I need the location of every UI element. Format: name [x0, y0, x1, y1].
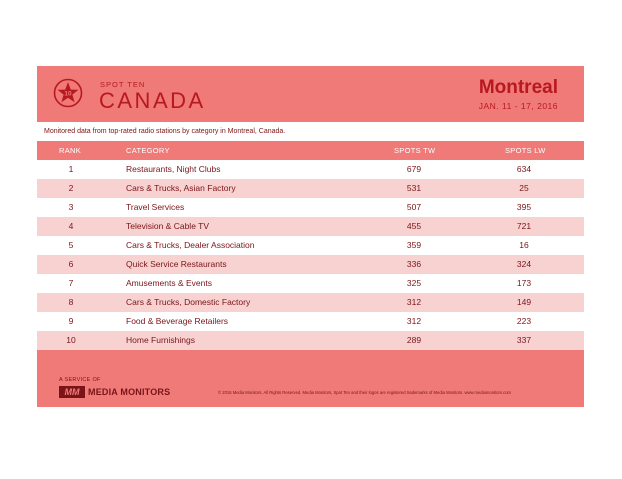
table-row [37, 198, 584, 217]
col-rank-header: RANK [59, 146, 82, 155]
category-cell: Restaurants, Night Clubs [126, 164, 221, 174]
media-monitors-logo [59, 385, 170, 399]
category-cell: Home Furnishings [126, 335, 195, 345]
description: Monitored data from top-rated radio stations by category in Montreal, Canada. [37, 122, 584, 141]
spots-tw-cell: 359 [406, 240, 422, 250]
category-cell: Quick Service Restaurants [126, 259, 227, 269]
mm-logo-name: MEDIA MONITORS [88, 387, 171, 397]
col-spots-lw-header: SPOTS LW [505, 146, 546, 155]
spots-lw-cell: 337 [516, 335, 532, 345]
report-card [37, 66, 584, 407]
spots-lw-cell: 634 [516, 164, 532, 174]
table-row [37, 255, 584, 274]
table-row [37, 179, 584, 198]
table-header [37, 141, 584, 160]
table-row [37, 312, 584, 331]
spots-lw-cell: 395 [516, 202, 532, 212]
spots-lw-cell: 173 [516, 278, 532, 288]
spots-lw-cell: 324 [516, 259, 532, 269]
rank-cell: 10 [66, 335, 76, 345]
brand-label: SPOT TEN [100, 80, 146, 89]
spots-lw-cell: 721 [516, 221, 532, 231]
category-cell: Cars & Trucks, Dealer Association [126, 240, 255, 250]
col-spots-tw-header: SPOTS TW [394, 146, 436, 155]
rank-cell: 9 [68, 316, 74, 326]
rank-cell: 1 [68, 164, 74, 174]
spots-lw-cell: 25 [519, 183, 529, 193]
spots-lw-cell: 149 [516, 297, 532, 307]
date-range: JAN. 11 - 17, 2016 [478, 101, 558, 111]
table-row [37, 331, 584, 350]
rank-cell: 5 [68, 240, 74, 250]
rank-cell: 4 [68, 221, 74, 231]
spots-lw-cell: 223 [516, 316, 532, 326]
spots-tw-cell: 312 [406, 297, 422, 307]
copyright-notice: © 2016 Media Monitors. All Rights Reserved. Media Monitors, Spot Ten and their logos are registered trademarks of Media Monitors. www.mediamonitors.com [218, 390, 512, 395]
spots-tw-cell: 336 [406, 259, 422, 269]
rank-cell: 3 [68, 202, 74, 212]
mm-logo-mark: MM [59, 386, 85, 398]
spots-tw-cell: 531 [406, 183, 422, 193]
category-cell: Cars & Trucks, Domestic Factory [126, 297, 251, 307]
table-row [37, 236, 584, 255]
spots-tw-cell: 325 [406, 278, 422, 288]
table-row [37, 160, 584, 179]
table-body [37, 160, 584, 350]
category-cell: Amusements & Events [126, 278, 212, 288]
rank-cell: 8 [68, 297, 74, 307]
spots-tw-cell: 507 [406, 202, 422, 212]
report-header [37, 66, 584, 122]
spots-lw-cell: 16 [519, 240, 529, 250]
category-cell: Food & Beverage Retailers [126, 316, 229, 326]
rank-cell: 7 [68, 278, 74, 288]
logo-number: 10 [64, 90, 72, 98]
category-cell: Travel Services [126, 202, 185, 212]
table-row [37, 217, 584, 236]
category-cell: Television & Cable TV [126, 221, 209, 231]
table-row [37, 274, 584, 293]
rank-cell: 2 [68, 183, 74, 193]
spots-tw-cell: 312 [406, 316, 422, 326]
col-category-header: CATEGORY [126, 146, 170, 155]
spots-tw-cell: 455 [406, 221, 422, 231]
category-cell: Cars & Trucks, Asian Factory [126, 183, 236, 193]
spots-tw-cell: 289 [406, 335, 422, 345]
rank-cell: 6 [68, 259, 74, 269]
star-badge-icon [53, 78, 83, 108]
service-label: A SERVICE OF [59, 377, 101, 383]
country-title: CANADA [99, 88, 206, 113]
table-row [37, 293, 584, 312]
spots-tw-cell: 679 [406, 164, 422, 174]
city-title: Montreal [478, 77, 558, 98]
